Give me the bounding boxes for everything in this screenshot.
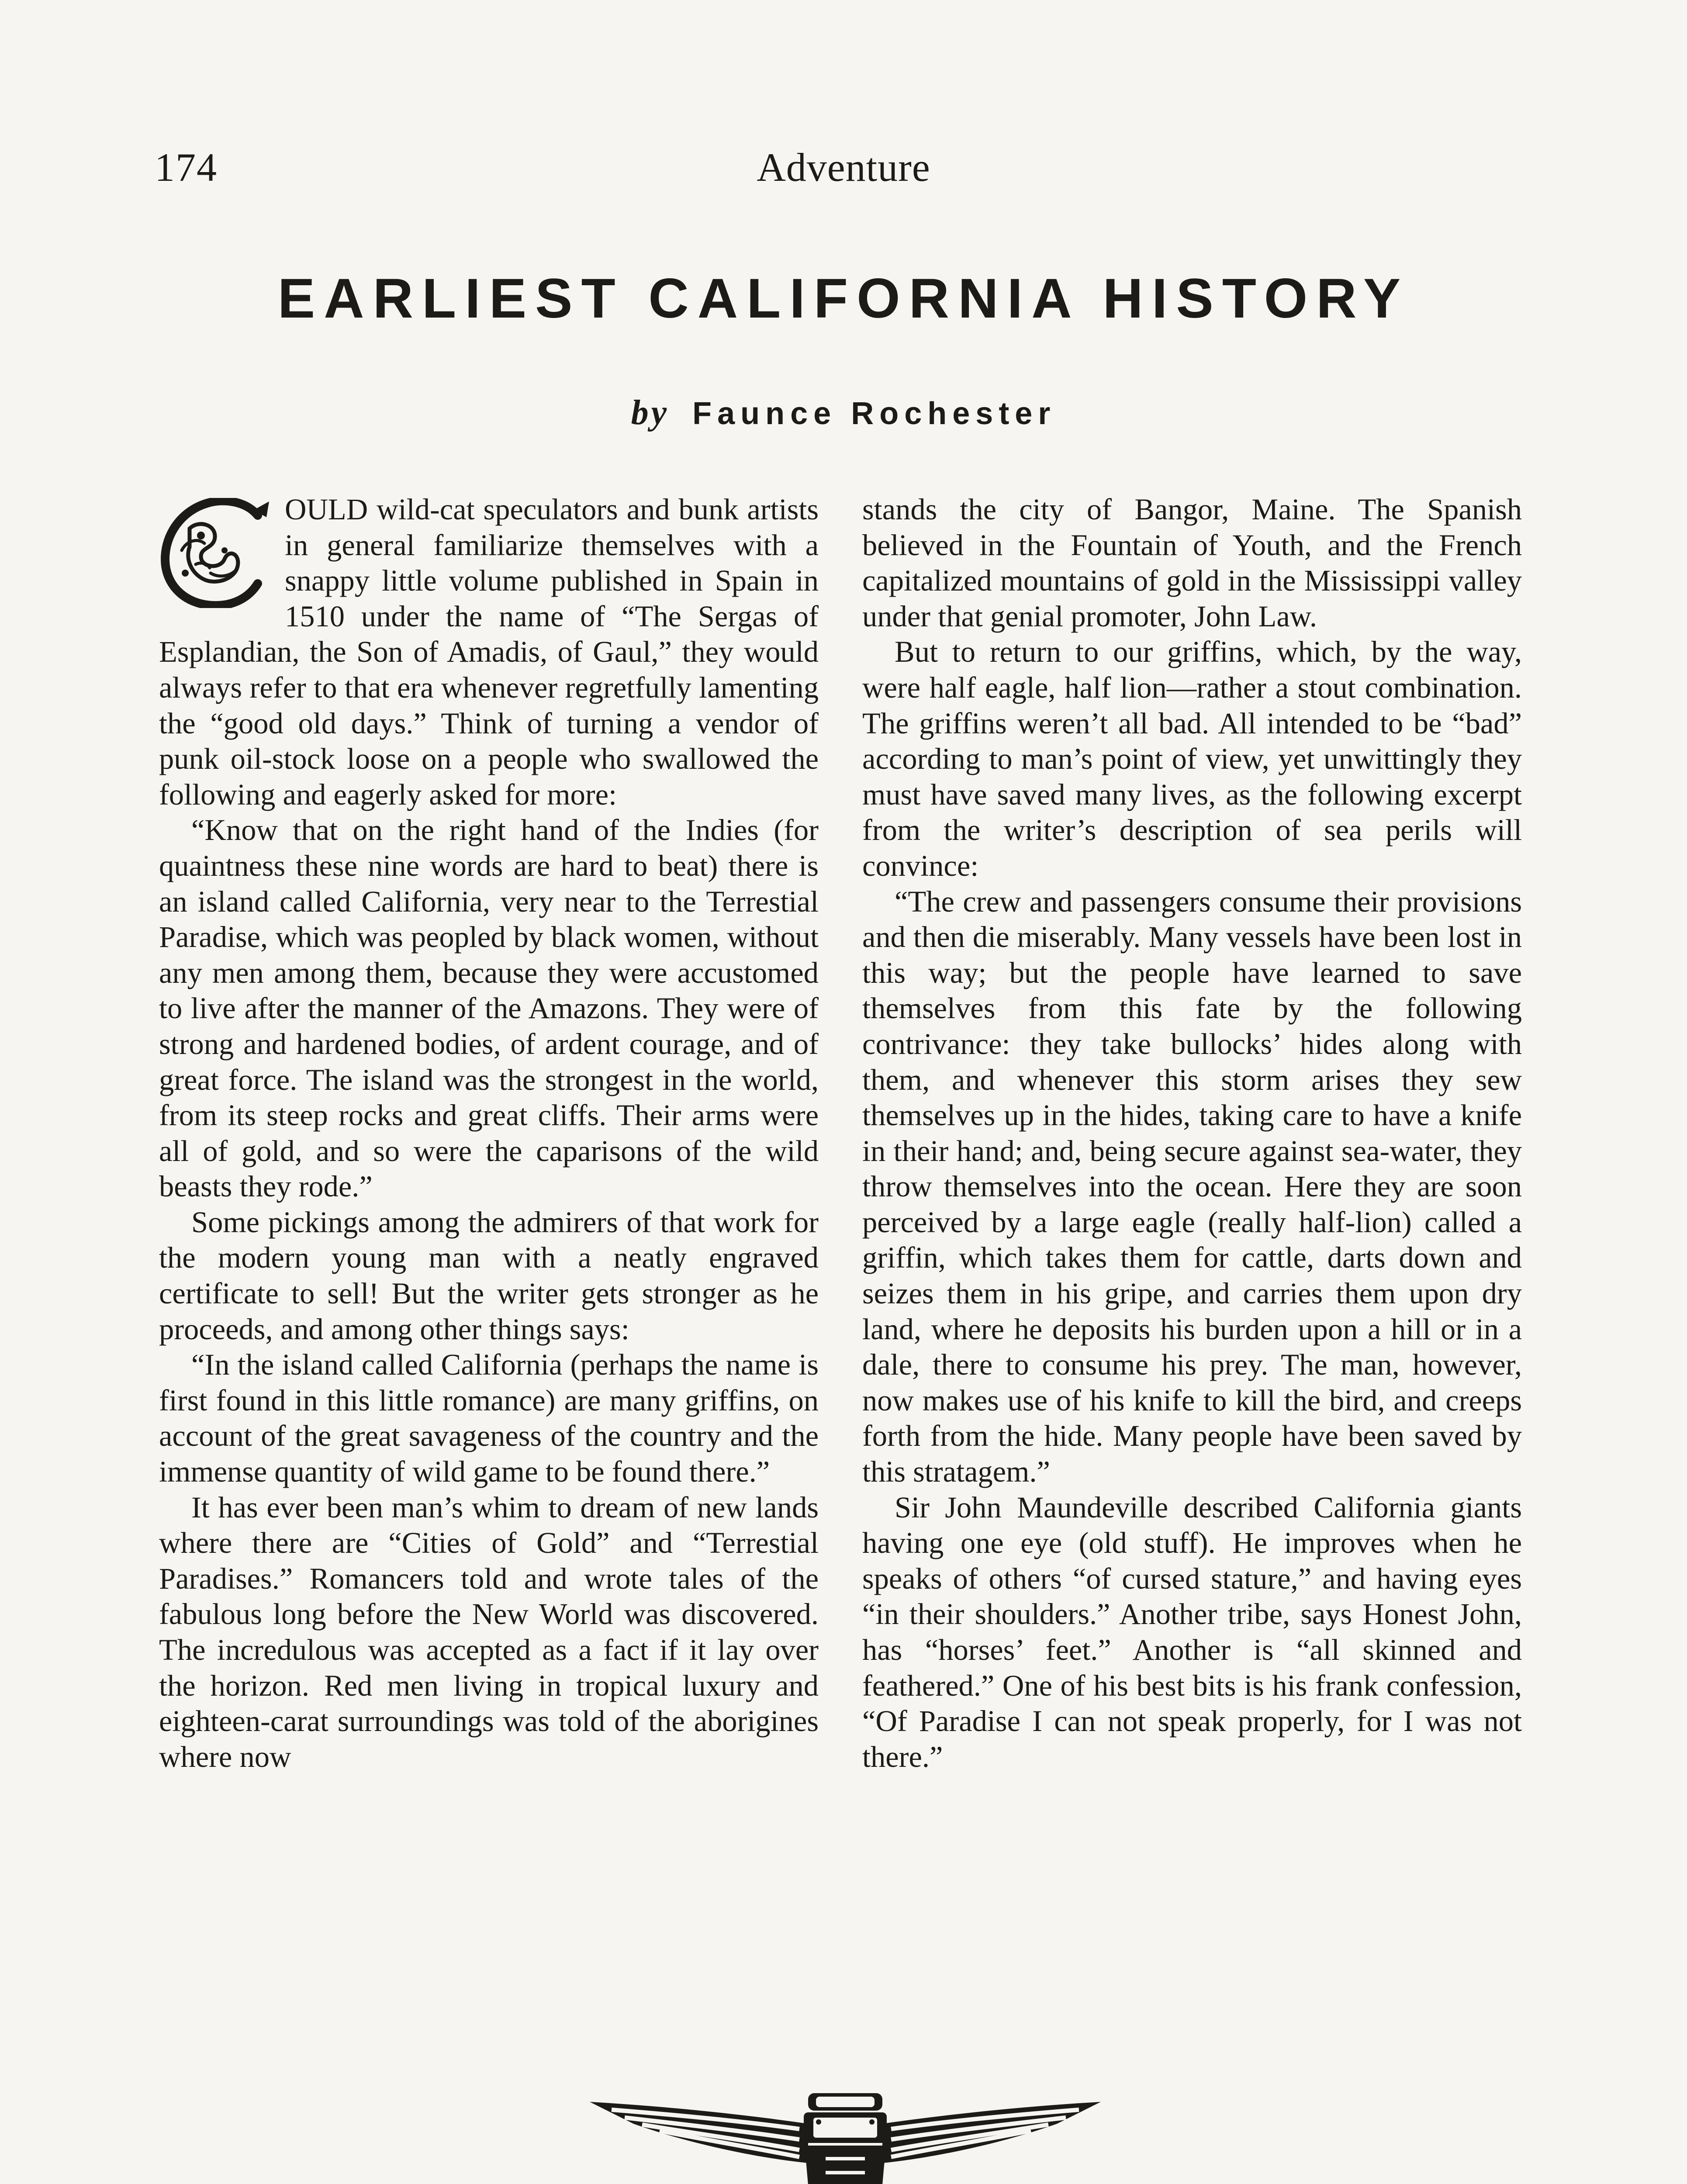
left-column [159,492,819,1775]
paragraph: “The crew and passengers consume their provisions and then die miserably. Many vessels have been lost in this way; but the people have learned to save themselves from this fate by the following contrivance: they take bullocks’ hides along with them, and whenever this storm arises they sew themselves up in the hides, taking care to have a knife in their hand; and, being secure against sea-water, they throw themselves into the ocean. Here they are soon perceived by a large eagle (really half-lion) called a griffin, which takes them for cattle, darts down and seizes them in his gripe, and carries them upon dry land, where he deposits his burden upon a hill or in a dale, there to consume his prey. The man, however, now makes use of his knife to kill the bird, and creeps forth from the hide. Many people have been saved by this stratagem.” [862,885,1522,1489]
running-head: Adventure [757,145,930,190]
page-number: 174 [155,145,218,190]
byline [0,393,1687,433]
paragraph: It has ever been man’s whim to dream of new lands where there are “Cities of Gold” and “Terrestial Paradises.” Romancers told and wrote tales of the fabulous long before the New World was discovered. The incredulous was accepted as a fact if it lay over the horizon. Red men living in tropical luxury and eighteen-carat surroundings was told of the aborigines where now [159,1490,819,1773]
byline-author: Faunce Rochester [692,396,1056,431]
paragraph: Sir John Maundeville described California giants having one eye (old stuff). He improves when he speaks of others “of cursed stature,” and having eyes “in their shoulders.” Another tribe, says Honest John, has “horses’ feet.” Another is “all skinned and feathered.” One of his best bits is his frank confession, “Of Paradise I can not speak properly, for I was not there.” [862,1490,1522,1773]
byline-prefix: by [631,394,670,432]
right-column [862,492,1522,1775]
paragraph: Some pickings among the admirers of that work for the modern young man with a neatly engraved certificate to sell! But the writer gets stronger as he proceeds, and among other things says: [159,1205,819,1346]
paragraph: stands the city of Bangor, Maine. The Spanish believed in the Fountain of Youth, and the French capitalized mountains of gold in the Mississippi valley under that genial promoter, John Law. [862,493,1522,633]
paragraph: “In the island called California (perhaps the name is first found in this little romance) are many griffins, on account of the great savageness of the country and the immense quantity of wild game to be found there.” [159,1348,819,1489]
winged-shield-ornament-icon [581,2076,1110,2184]
paragraph: But to return to our griffins, which, by the way, were half eagle, half lion—rather a stout combination. The griffins weren’t all bad. All intended to be “bad” according to man’s point of view, yet unwittingly they must have saved many lives, as the following excerpt from the writer’s description of sea perils will convince: [862,635,1522,882]
article-title: EARLIEST CALIFORNIA HISTORY [277,267,1410,330]
dropcap-c-icon [159,498,277,608]
paragraph: OULD wild-cat speculators and bunk artists in general familiarize themselves with a snappy little volume published in Spain in 1510 under the name of “The Sergas of Esplandian, the Son of Amadis, of Gaul,” they would always refer to that era whenever regretfully lamenting the “good old days.” Think of turning a vendor of punk oil-stock loose on a people who swallowed the following and eagerly asked for more: [159,493,819,811]
paragraph: “Know that on the right hand of the Indies (for quaintness these nine words are hard to beat) there is an island called California, very near to the Terrestial Paradise, which was peopled by black women, without any men among them, because they were accustomed to live after the manner of the Amazons. They were of strong and hardened bodies, of ardent courage, and of great force. The island was the strongest in the world, from its steep rocks and great cliffs. Their arms were all of gold, and so were the caparisons of the wild beasts they rode.” [159,813,819,1203]
